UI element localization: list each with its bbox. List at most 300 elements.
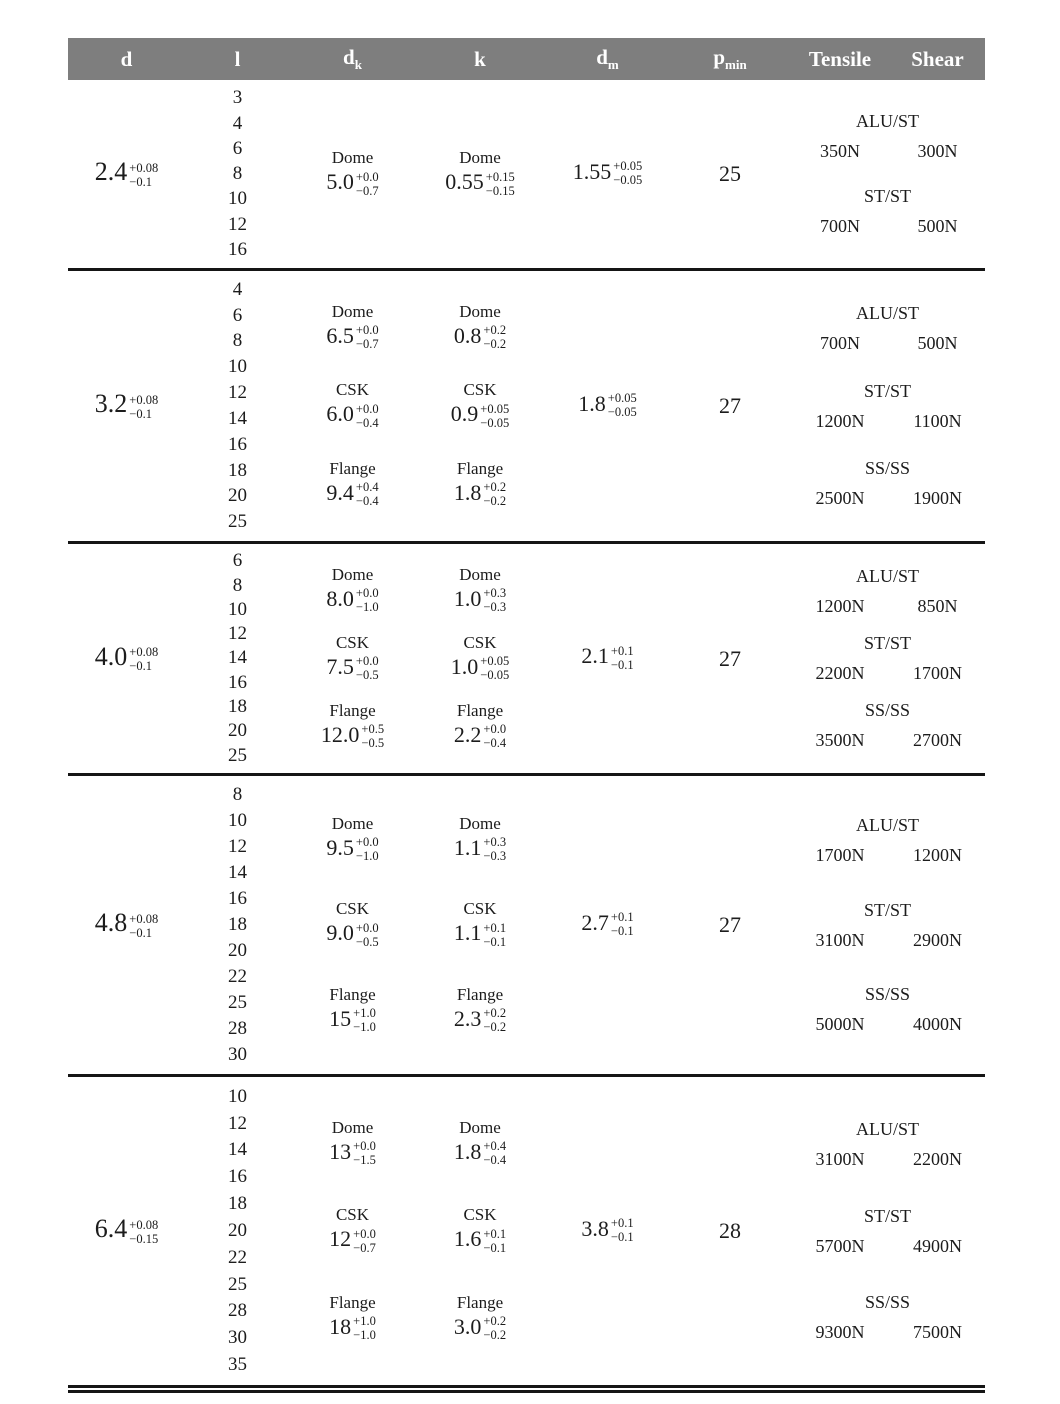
value-number: 2.4	[94, 157, 128, 187]
strength-values-row	[790, 333, 985, 354]
length-value: 16	[228, 671, 247, 693]
strength-values-row	[790, 845, 985, 866]
value-number: 9.5	[326, 835, 354, 860]
dk-value	[326, 585, 379, 615]
tolerance-minus: −0.2	[483, 337, 507, 352]
strength-block-alu-st	[790, 303, 985, 354]
value-number: 5.0	[326, 169, 354, 195]
length-value: 25	[228, 1273, 247, 1295]
tolerance-stack	[356, 586, 379, 614]
pmin-value: 25	[719, 161, 741, 186]
column-header-dk	[290, 45, 415, 73]
tolerance-minus: −0.4	[355, 415, 379, 430]
value-number: 0.9	[450, 401, 479, 427]
tolerance-stack	[483, 480, 506, 508]
tolerance-minus: −0.05	[480, 415, 510, 430]
head-style-label: Flange	[329, 1293, 376, 1313]
length-value: 12	[228, 1112, 247, 1134]
material-pairing-label: SS/SS	[864, 700, 911, 720]
tolerance-plus: +0.05	[480, 401, 510, 416]
cell-strength	[790, 1077, 985, 1385]
dk-value	[326, 835, 379, 864]
value-number: 7.5	[326, 653, 354, 679]
tolerance-stack	[129, 1218, 158, 1246]
tolerance-plus: +0.4	[355, 479, 379, 494]
tolerance-stack	[483, 921, 506, 949]
head-style-label: CSK	[463, 899, 497, 919]
k-entry-csk	[451, 633, 509, 684]
tolerance-plus: +0.2	[483, 323, 507, 338]
column-header-base: p	[713, 44, 725, 69]
d-value	[95, 642, 158, 675]
cell-strength	[790, 544, 985, 773]
tolerance-minus: −0.1	[129, 174, 152, 189]
value-number: 12.0	[320, 721, 360, 747]
cell-lengths	[185, 776, 290, 1074]
head-style-label: Flange	[329, 458, 376, 478]
table-row-group-d2.4	[68, 80, 985, 268]
value-number: 1.55	[572, 158, 612, 184]
length-value: 18	[228, 1193, 247, 1215]
material-pairing-label: ALU/ST	[856, 303, 919, 324]
column-header-base: Shear	[911, 46, 964, 71]
dk-value	[329, 1226, 376, 1255]
tolerance-plus: +1.0	[353, 1314, 376, 1329]
k-entry-dome	[454, 302, 506, 353]
length-value: 16	[228, 433, 247, 455]
tolerance-plus: +0.0	[483, 722, 507, 737]
tensile-value: 1700N	[815, 845, 865, 866]
strength-block-ss-ss	[790, 700, 985, 751]
k-entry-dome	[454, 565, 506, 616]
dk-value	[326, 323, 379, 352]
tolerance-plus: +0.0	[355, 586, 379, 601]
rivet-spec-table	[68, 38, 985, 1393]
value-number: 1.8	[453, 1138, 482, 1164]
tolerance-minus: −1.0	[353, 1019, 376, 1034]
column-header-tensile	[790, 47, 890, 72]
tolerance-stack	[129, 393, 158, 421]
tolerance-minus: −0.15	[129, 1231, 159, 1246]
length-value: 6	[232, 550, 243, 572]
tolerance-minus: −1.5	[353, 1152, 376, 1167]
k-value	[453, 1138, 507, 1167]
table-row-group-d6.4	[68, 1074, 985, 1385]
material-pairing-label: ALU/ST	[856, 1118, 919, 1139]
column-header-base: d	[120, 46, 133, 71]
tolerance-stack	[356, 921, 379, 949]
dk-entry-csk	[326, 380, 378, 431]
dk-entry-dome	[326, 148, 378, 199]
tolerance-stack	[608, 391, 637, 419]
column-header-dm	[545, 45, 670, 73]
table-row-group-d3.2	[68, 268, 985, 541]
dk-value	[326, 169, 379, 198]
tolerance-plus: +0.05	[480, 654, 510, 669]
shear-value: 4000N	[913, 1013, 962, 1034]
head-style-label: Flange	[456, 1293, 504, 1313]
cell-lengths	[185, 1077, 290, 1385]
tolerance-stack	[483, 323, 506, 351]
cell-dk	[290, 776, 415, 1074]
head-style-label: Dome	[459, 1117, 501, 1137]
tensile-value: 350N	[820, 140, 860, 161]
dk-value	[326, 920, 379, 949]
strength-values-row	[790, 1149, 985, 1170]
tolerance-plus: +0.0	[355, 920, 379, 935]
value-number: 1.8	[578, 390, 606, 416]
strength-block-st-st	[790, 186, 985, 237]
cell-d	[68, 544, 185, 773]
k-value	[453, 323, 507, 352]
cell-strength	[790, 776, 985, 1074]
cell-dm	[545, 80, 670, 268]
material-pairing-label: ALU/ST	[856, 110, 919, 131]
value-number: 4.8	[94, 908, 128, 938]
tolerance-minus: −0.2	[483, 493, 507, 508]
length-value: 8	[232, 330, 243, 352]
tolerance-plus: +0.3	[483, 835, 507, 850]
tensile-value: 3100N	[815, 1148, 865, 1169]
column-header-subscript: k	[354, 57, 362, 73]
shear-value: 1900N	[913, 487, 962, 508]
tolerance-plus: +0.0	[353, 1226, 376, 1241]
cell-k	[415, 776, 545, 1074]
strength-values-row	[790, 488, 985, 509]
length-value: 20	[228, 1219, 247, 1241]
tolerance-stack	[483, 1139, 506, 1167]
tensile-value: 3500N	[815, 730, 865, 750]
column-header-base: k	[474, 46, 486, 71]
k-value	[445, 169, 515, 198]
length-value: 20	[228, 485, 247, 507]
head-style-label: Dome	[459, 302, 501, 321]
cell-strength	[790, 80, 985, 268]
cell-strength	[790, 271, 985, 541]
tensile-value: 3100N	[815, 929, 865, 950]
value-number: 1.8	[453, 479, 482, 505]
k-entry-dome	[454, 814, 506, 865]
strength-block-ss-ss	[790, 1292, 985, 1343]
tolerance-plus: +0.1	[610, 1216, 634, 1231]
k-entry-dome	[454, 1118, 506, 1169]
tolerance-plus: +0.2	[483, 1314, 507, 1329]
tolerance-stack	[356, 835, 379, 863]
length-value: 12	[228, 623, 247, 645]
head-style-label: Dome	[459, 148, 501, 168]
k-value	[453, 1314, 507, 1343]
length-value: 6	[232, 137, 243, 159]
cell-k	[415, 1077, 545, 1385]
cell-k	[415, 271, 545, 541]
d-value	[95, 157, 158, 190]
tolerance-minus: −0.05	[613, 173, 643, 188]
tolerance-stack	[483, 722, 506, 750]
value-number: 4.0	[94, 641, 128, 671]
k-entry-flange	[454, 701, 506, 752]
column-header-shear	[890, 47, 985, 72]
table-row-group-d4.0	[68, 541, 985, 773]
head-style-label: CSK	[463, 632, 497, 652]
value-number: 15	[329, 1005, 352, 1031]
head-style-label: Dome	[459, 564, 501, 584]
cell-dm	[545, 776, 670, 1074]
tolerance-stack	[483, 1314, 506, 1342]
strength-values-row	[790, 663, 985, 684]
tolerance-stack	[129, 645, 158, 673]
dk-entry-dome	[326, 814, 378, 865]
material-pairing-label: ST/ST	[863, 633, 911, 653]
pmin-value: 27	[719, 912, 741, 937]
tolerance-plus: +0.0	[353, 1138, 376, 1153]
length-value: 25	[228, 992, 247, 1013]
tensile-value: 5000N	[815, 1013, 865, 1034]
cell-d	[68, 1077, 185, 1385]
tolerance-stack	[361, 722, 384, 750]
length-value: 16	[228, 888, 247, 909]
dk-entry-csk	[329, 1205, 376, 1256]
strength-values-row	[790, 1322, 985, 1343]
k-entry-flange	[454, 459, 506, 510]
length-value: 8	[232, 163, 243, 184]
length-value: 28	[228, 1300, 247, 1322]
strength-block-ss-ss	[790, 458, 985, 509]
shear-value: 500N	[917, 216, 958, 237]
head-style-label: Flange	[456, 984, 504, 1004]
tolerance-plus: +1.0	[353, 1005, 376, 1020]
column-header-base: d	[343, 44, 355, 69]
tolerance-minus: −0.1	[483, 934, 507, 949]
cell-dk	[290, 80, 415, 268]
tolerance-minus: −0.1	[610, 1230, 634, 1245]
length-value: 14	[228, 647, 247, 669]
tolerance-minus: −0.05	[480, 668, 510, 683]
tolerance-plus: +0.08	[129, 160, 159, 175]
strength-values-row	[790, 216, 985, 237]
k-entry-dome	[445, 148, 514, 199]
tolerance-stack	[129, 912, 158, 940]
tolerance-stack	[129, 161, 158, 189]
tolerance-minus: −0.1	[129, 406, 152, 421]
value-number: 1.6	[453, 1226, 482, 1252]
head-style-label: Dome	[331, 814, 374, 833]
cell-dk	[290, 544, 415, 773]
length-value: 30	[228, 1327, 247, 1349]
dk-entry-flange	[321, 701, 384, 752]
cell-dm	[545, 271, 670, 541]
tolerance-plus: +0.15	[485, 169, 515, 184]
k-value	[453, 1226, 507, 1255]
length-value: 10	[228, 1085, 247, 1107]
shear-value: 300N	[917, 140, 958, 161]
strength-values-row	[790, 596, 985, 617]
tolerance-plus: +0.5	[361, 722, 385, 737]
dk-entry-flange	[329, 985, 376, 1036]
dk-value	[329, 1314, 376, 1343]
shear-value: 1700N	[913, 663, 962, 683]
value-number: 0.8	[453, 323, 482, 348]
d-value	[95, 389, 158, 422]
k-value	[450, 401, 510, 430]
tolerance-minus: −0.5	[355, 934, 379, 949]
value-number: 3.8	[581, 1215, 609, 1241]
strength-block-alu-st	[790, 111, 985, 162]
head-style-label: CSK	[335, 632, 370, 652]
value-number: 0.55	[445, 169, 484, 195]
tolerance-plus: +0.08	[129, 1217, 159, 1232]
k-entry-csk	[451, 380, 509, 431]
tolerance-minus: −0.5	[355, 668, 379, 683]
k-value	[453, 585, 507, 615]
dk-value	[329, 1138, 376, 1167]
head-style-label: Flange	[329, 984, 376, 1004]
head-style-label: CSK	[335, 380, 370, 400]
column-header-base: Tensile	[808, 46, 872, 71]
tolerance-stack	[353, 1139, 376, 1167]
material-pairing-label: ALU/ST	[856, 815, 919, 836]
length-value: 12	[228, 382, 247, 404]
table-row-group-d4.8	[68, 773, 985, 1074]
column-header-subscript: m	[607, 57, 619, 73]
tolerance-stack	[613, 159, 642, 187]
tolerance-plus: +0.1	[483, 1226, 507, 1241]
length-value: 25	[228, 744, 247, 766]
tolerance-minus: −0.4	[355, 493, 379, 508]
length-value: 18	[228, 459, 247, 481]
shear-value: 1100N	[913, 410, 962, 431]
k-entry-flange	[454, 985, 506, 1036]
material-pairing-label: ST/ST	[863, 186, 911, 207]
column-header-pmin	[670, 45, 790, 73]
dm-value	[573, 159, 642, 189]
length-value: 4	[232, 112, 243, 134]
length-value: 28	[228, 1018, 247, 1039]
material-pairing-label: ST/ST	[863, 380, 911, 401]
value-number: 1.0	[450, 653, 479, 679]
cell-d	[68, 271, 185, 541]
tolerance-plus: +0.08	[129, 645, 159, 660]
tolerance-stack	[356, 170, 379, 198]
dm-value	[578, 391, 636, 421]
tensile-value: 1200N	[815, 596, 865, 616]
tolerance-stack	[356, 480, 379, 508]
value-number: 2.3	[453, 1005, 482, 1031]
tolerance-plus: +0.1	[610, 643, 634, 658]
dk-entry-csk	[326, 899, 378, 950]
tolerance-plus: +0.05	[613, 159, 643, 174]
column-header-k	[415, 47, 545, 72]
pmin-value: 28	[719, 1218, 741, 1243]
length-value: 20	[228, 940, 247, 961]
strength-block-alu-st	[790, 815, 985, 866]
tolerance-plus: +0.1	[483, 920, 507, 935]
cell-pmin	[670, 544, 790, 773]
tolerance-stack	[480, 402, 509, 430]
length-value: 35	[228, 1354, 247, 1376]
length-value: 10	[228, 356, 247, 378]
tolerance-minus: −0.2	[483, 1019, 507, 1034]
tolerance-plus: +0.0	[355, 169, 379, 184]
head-style-label: Flange	[456, 700, 504, 720]
cell-pmin	[670, 80, 790, 268]
strength-values-row	[790, 730, 985, 751]
tolerance-plus: +0.05	[607, 391, 637, 406]
k-entry-flange	[454, 1293, 506, 1344]
tensile-value: 5700N	[815, 1235, 865, 1256]
tolerance-stack	[353, 1006, 376, 1034]
material-pairing-label: SS/SS	[864, 1292, 911, 1313]
value-number: 9.0	[326, 920, 354, 946]
shear-value: 4900N	[913, 1235, 962, 1256]
value-number: 18	[329, 1314, 352, 1340]
tolerance-plus: +0.0	[355, 401, 379, 416]
strength-block-ss-ss	[790, 984, 985, 1035]
value-number: 2.1	[581, 643, 609, 669]
tolerance-stack	[356, 654, 379, 682]
dk-entry-dome	[326, 565, 378, 616]
cell-pmin	[670, 271, 790, 541]
dk-entry-dome	[326, 302, 378, 353]
table-body	[68, 80, 985, 1385]
value-number: 2.2	[453, 721, 482, 747]
cell-lengths	[185, 80, 290, 268]
material-pairing-label: ALU/ST	[856, 566, 919, 586]
dk-entry-flange	[329, 1293, 376, 1344]
value-number: 3.0	[453, 1314, 482, 1340]
tolerance-stack	[356, 402, 379, 430]
value-number: 9.4	[326, 479, 354, 505]
length-value: 18	[228, 696, 247, 718]
tolerance-plus: +0.08	[129, 392, 159, 407]
dk-entry-csk	[326, 633, 378, 684]
length-value: 25	[228, 511, 247, 533]
strength-block-st-st	[790, 900, 985, 951]
strength-values-row	[790, 930, 985, 951]
cell-lengths	[185, 544, 290, 773]
shear-value: 2900N	[913, 929, 962, 950]
cell-dm	[545, 1077, 670, 1385]
cell-k	[415, 544, 545, 773]
cell-lengths	[185, 271, 290, 541]
column-header-base: l	[234, 46, 241, 71]
length-value: 12	[228, 836, 247, 857]
tolerance-stack	[483, 1006, 506, 1034]
tolerance-minus: −0.7	[355, 337, 379, 352]
tolerance-plus: +0.08	[129, 911, 159, 926]
tensile-value: 9300N	[815, 1322, 865, 1343]
tolerance-stack	[353, 1314, 376, 1342]
tolerance-minus: −1.0	[353, 1328, 376, 1343]
head-style-label: Dome	[331, 564, 374, 584]
k-value	[453, 1005, 507, 1034]
strength-block-st-st	[790, 1206, 985, 1257]
head-style-label: Dome	[331, 1117, 374, 1137]
strength-values-row	[790, 1236, 985, 1257]
tolerance-stack	[611, 1216, 634, 1244]
length-value: 8	[232, 784, 243, 805]
head-style-label: CSK	[335, 1205, 370, 1225]
length-value: 10	[228, 188, 247, 210]
head-style-label: CSK	[335, 899, 370, 919]
length-value: 6	[232, 304, 243, 326]
tolerance-minus: −0.05	[607, 405, 637, 420]
dm-value	[581, 1216, 633, 1246]
value-number: 12	[329, 1226, 352, 1252]
cell-dk	[290, 271, 415, 541]
tolerance-minus: −0.3	[483, 849, 507, 864]
value-number: 8.0	[326, 585, 354, 611]
material-pairing-label: SS/SS	[864, 983, 911, 1004]
